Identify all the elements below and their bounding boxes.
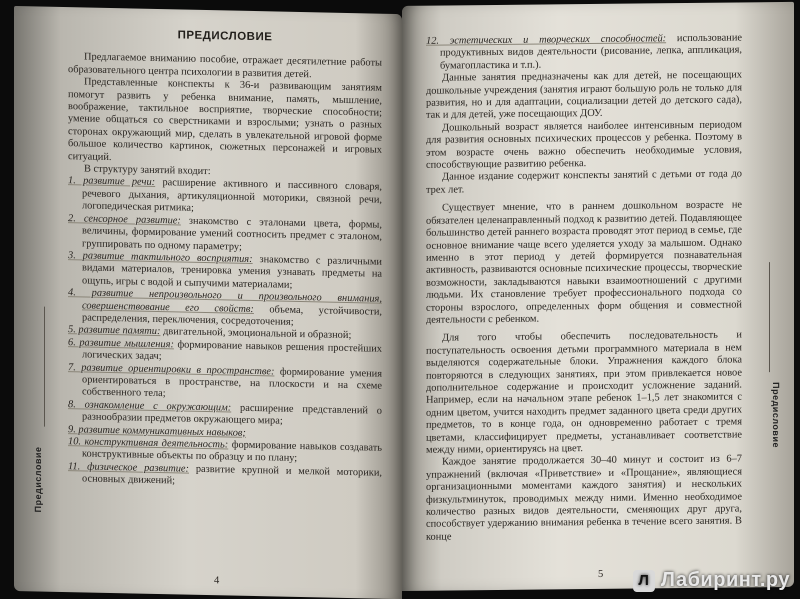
list-term: 2. сенсорное развитие: bbox=[68, 212, 181, 227]
list-text: расширение активного и пассивного словаря, речевого дыхания, артикуляционной моторики, связной речи, логопедическая ритмика; bbox=[82, 177, 382, 215]
list-term: 12. эстетических и творческих способностей: bbox=[426, 33, 667, 47]
side-rule bbox=[44, 307, 45, 427]
paragraph: Предлагаемое вниманию пособие, отражает десятилетние работы образовательного центра психологии в развития детей. bbox=[68, 51, 382, 81]
side-section-label: Предисловие bbox=[771, 382, 781, 449]
list-term: 5. развитие памяти: bbox=[68, 324, 161, 338]
structure-list-continued bbox=[426, 32, 742, 73]
paragraph: Существует мнение, что в раннем дошкольном возрасте не обязателен целенаправленный подход к развитию детей. Подавляющее большинство детей раннего возраста проводят этот период в семье, где основное внимание чаще всего уделяется уходу за малышом. Однако именно в этот период у детей формируется познавательная активность, развиваются основные психические процессы, творческие возможности, закладываются навыки взаимоотношений с другими людьми. Их становление требует профессионального подхода со стороны взрослого, определенных форм общения и совместной деятельности с ребенком. bbox=[426, 199, 742, 326]
list-term: 7. развитие ориентировки в пространстве: bbox=[68, 361, 275, 378]
list-text: расширение представлений о разнообразии предметов окружающего мира; bbox=[82, 402, 382, 427]
paragraph: Каждое занятие продолжается 30–40 минут и состоит из 6–7 упражнений (включая «Приветствие» и «Прощание», являющиеся организационными моментами каждого занятия) и нескольких физкультминуток, проводимых между ними. Именно необходимое количество разных видов деятельности, сменяющих друг друга, способствует удержанию внимания ребенка в течение всего занятия. В конце bbox=[426, 453, 742, 543]
page-number: 4 bbox=[214, 574, 220, 586]
list-text: развитие крупной и мелкой моторики, основных движений; bbox=[82, 463, 382, 487]
list-term: 8. ознакомление с окружающим: bbox=[68, 398, 232, 414]
list-text: двигательной, эмоциональной и образной; bbox=[160, 326, 352, 342]
watermark bbox=[633, 569, 790, 592]
paragraph: Данные занятия предназначены как для детей, не посещающих дошкольные учреждения (занятия играют большую роль не только для развития, но и для адаптации, социализации детей до детского сада), так и для детей, уже посещающих ДОУ. bbox=[426, 69, 742, 122]
page-number: 5 bbox=[598, 568, 604, 580]
open-book bbox=[14, 6, 794, 591]
paragraph: Данное издание содержит конспекты занятий с детьми от года до трех лет. bbox=[426, 168, 742, 196]
paragraph: Дошкольный возраст является наиболее интенсивным периодом для развития основных психических процессов у ребенка. Поэтому в этом возрасте очень важно обеспечить необходимые условия, способствующие развитию ребенка. bbox=[426, 119, 742, 171]
list-text: формирование умения ориентироваться в пространстве, на плоскости и на схеме собственного тела; bbox=[82, 366, 382, 400]
list-text: объема, устойчивости, распределения, переключения, сосредоточения; bbox=[82, 303, 382, 328]
list-term: 9. развитие коммуникативных навыков; bbox=[68, 423, 246, 439]
paragraph: В структуру занятий входит: bbox=[84, 163, 211, 178]
side-section-label: Предисловие bbox=[33, 446, 43, 513]
list-item bbox=[426, 32, 742, 73]
side-rule bbox=[769, 262, 770, 372]
page-title: ПРЕДИСЛОВИЕ bbox=[177, 29, 273, 44]
list-term: 3. развитие тактильного восприятия: bbox=[68, 250, 253, 265]
list-item bbox=[68, 461, 382, 492]
paragraph: Представленные конспекты к 36-и развивающим занятиям помогут развить у ребенка внимание, память, мышление, воображение, тактильное восприятие, творческие способности; умение общаться со сверстниками и взрослыми; узнать о разных сторонах окружающий мир, сделать в увлекательной игровой форме большое количество картинок, сюжетных персонажей и игровых ситуаций. bbox=[68, 76, 382, 163]
structure-list bbox=[68, 176, 382, 493]
list-term: 10. конструктивная деятельность: bbox=[68, 436, 229, 451]
list-term: 11. физическое развитие: bbox=[68, 460, 189, 475]
watermark-text: Лабиринт.ру bbox=[660, 569, 790, 591]
list-text: формирование навыков решения простейших логических задач; bbox=[82, 339, 382, 363]
labirint-logo-icon: Л bbox=[633, 570, 655, 592]
list-text: знакомство с различными видами материалов, тренировка умения узнавать предметы на ощупь, игры с водой и сыпучими материалами; bbox=[82, 253, 382, 291]
right-page bbox=[402, 2, 794, 591]
paragraph: Для того чтобы обеспечить последовательность и поступательность освоения детьми программного материала в нем выделяются содержательные блоки. Упражнения каждого блока повторяются в следующих занятиях, при этом привлекается новое дополнительное содержание и происходит усложнение заданий. Например, если на начальном этапе ребенок 1–1,5 лет знакомится с одним цветом, учится находить предмет заданного цвета среди других предметов, то в конце года, он одновременно работает с тремя цветами, классифицирует предметы, устанавливает соответствие между ними, ориентируясь на цвет. bbox=[426, 329, 742, 456]
list-text: использование продуктивных видов деятельности (рисование, лепка, аппликация, бумагопластика и т.п.). bbox=[440, 32, 742, 72]
list-text: знакомство с эталонами цвета, формы, величины, формирование умений соотносить предмет с эталоном, группировать по одному параметру; bbox=[82, 215, 382, 253]
list-text: формирование навыков создавать конструктивные объекты по образцу и по плану; bbox=[82, 439, 382, 465]
list-term: 6. развитие мышления: bbox=[68, 336, 174, 351]
left-page bbox=[14, 6, 402, 599]
list-term: 4. развитие непроизвольного и произвольного внимания, совершенствование его свойств: bbox=[68, 287, 382, 315]
list-term: 1. развитие речи: bbox=[68, 175, 156, 189]
